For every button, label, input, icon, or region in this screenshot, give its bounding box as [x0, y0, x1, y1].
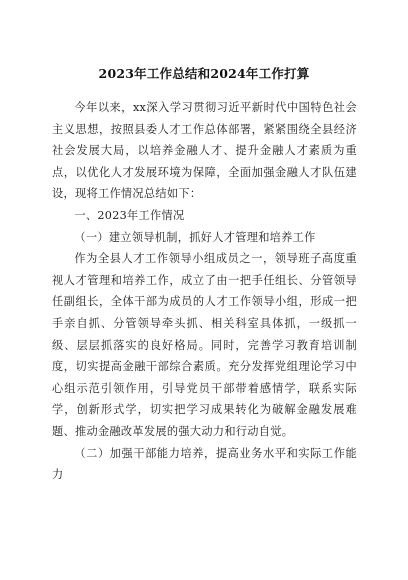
subsection-heading-2: （二）加强干部能力培养，提高业务水平和实际工作能力 — [52, 446, 357, 482]
document-body — [52, 97, 357, 486]
intro-paragraph: 今年以来，xx深入学习贯彻习近平新时代中国特色社会主义思想，按照县委人才工作总体部署，紧紧围绕全县经济社会发展大局，以培养金融人才、提升金融人才素质为重点，以优化人才发展环境为保障，全面加强金融人才队伍建设，现将工作情况总结如下： — [52, 101, 357, 201]
document-title: 2023年工作总结和2024年工作打算 — [98, 66, 310, 81]
subsection-heading-1: （一）建立领导机制，抓好人才管理和培养工作 — [74, 230, 316, 244]
section-heading-1: 一、2023年工作情况 — [74, 208, 185, 222]
subsection-body-1: 作为全县人才工作领导小组成员之一，领导班子高度重视人才管理和培养工作，成立了由一把手任组长、分管领导任副组长，全体干部为成员的人才工作领导小组，形成一把手亲自抓、分管领导牵头抓、相关科室具体抓，一级抓一级、层层抓落实的良好格局。同时，完善学习教育培训制度，切实提高金融干部综合素质。充分发挥党组理论学习中心组示范引领作用，引导党员干部带着感情学，联系实际学，创新形式学，切实把学习成果转化为破解金融发展难题、推动金融改革发展的强大动力和行动自觉。 — [52, 252, 357, 438]
